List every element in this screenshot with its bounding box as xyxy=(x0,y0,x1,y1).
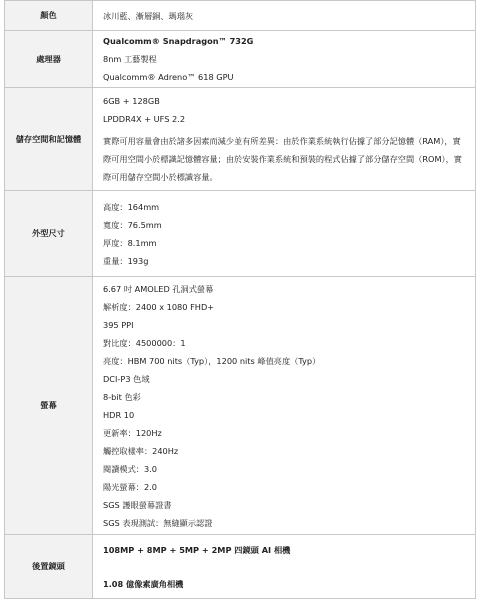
display-line: DCI-P3 色域 xyxy=(103,373,150,384)
spec-label: 後置鏡頭 xyxy=(5,535,93,599)
gpu-name: Qualcomm® Adreno™ 618 GPU xyxy=(103,72,234,82)
spec-row-dimensions xyxy=(5,191,476,277)
display-line: 8-bit 色彩 xyxy=(103,391,141,402)
spec-label: 處理器 xyxy=(5,31,93,88)
spec-value xyxy=(93,1,476,31)
spec-row-processor xyxy=(5,31,476,88)
spec-label: 外型尺寸 xyxy=(5,191,93,277)
memory-type: LPDDR4X + UFS 2.2 xyxy=(103,114,186,124)
spec-value xyxy=(93,191,476,277)
spec-label: 顏色 xyxy=(5,1,93,31)
spacer xyxy=(103,559,465,575)
spec-value xyxy=(93,277,476,535)
display-line: 陽光螢幕：2.0 xyxy=(103,481,157,492)
thickness-value: 厚度：8.1mm xyxy=(103,237,157,248)
height-value: 高度：164mm xyxy=(103,201,160,212)
memory-config: 6GB + 128GB xyxy=(103,96,160,106)
spec-row-rear-camera xyxy=(5,535,476,599)
display-line: SGS 護眼螢幕證書 xyxy=(103,499,172,510)
spec-value xyxy=(93,88,476,191)
display-line: HDR 10 xyxy=(103,409,135,420)
main-camera: 1.08 億像素廣角相機 xyxy=(103,578,184,589)
display-line: 解析度：2400 x 1080 FHD+ xyxy=(103,301,215,312)
process-node: 8nm 工藝製程 xyxy=(103,54,157,64)
spec-value xyxy=(93,31,476,88)
width-value: 寬度：76.5mm xyxy=(103,219,162,230)
display-line: 觸控取樣率：240Hz xyxy=(103,445,179,456)
weight-value: 重量：193g xyxy=(103,255,149,266)
spec-table xyxy=(4,0,476,599)
display-line: 對比度：4500000：1 xyxy=(103,337,186,348)
spec-row-storage xyxy=(5,88,476,191)
display-line: 閱讀模式：3.0 xyxy=(103,463,157,474)
spec-label: 螢幕 xyxy=(5,277,93,535)
camera-setup: 108MP + 8MP + 5MP + 2MP 四鏡頭 AI 相機 xyxy=(103,544,291,555)
display-line: 亮度：HBM 700 nits（Typ），1200 nits 峰值亮度（Typ） xyxy=(103,355,321,366)
spec-row-color xyxy=(5,1,476,31)
display-line: SGS 表現測試：無縫顯示認證 xyxy=(103,517,213,528)
processor-name: Qualcomm® Snapdragon™ 732G xyxy=(103,36,254,46)
display-line: 更新率：120Hz xyxy=(103,427,162,438)
spec-label: 儲存空間和記憶體 xyxy=(5,88,93,191)
storage-disclaimer: 實際可用容量會由於諸多因素而減少並有所差異：由於作業系統執行佔據了部分記憶體（RAM），實際可用空間小於標識記憶體容量；由於安裝作業系統和預裝的程式佔據了部分儲存空間（ROM），實際可用儲存空間小於標識容量。 xyxy=(103,136,462,182)
color-options: 冰川藍、漸層銅、瑪瑙灰 xyxy=(103,10,194,21)
display-line: 395 PPI xyxy=(103,319,134,330)
spec-value xyxy=(93,535,476,599)
display-line: 6.67 吋 AMOLED 孔洞式螢幕 xyxy=(103,283,214,294)
spec-row-display xyxy=(5,277,476,535)
